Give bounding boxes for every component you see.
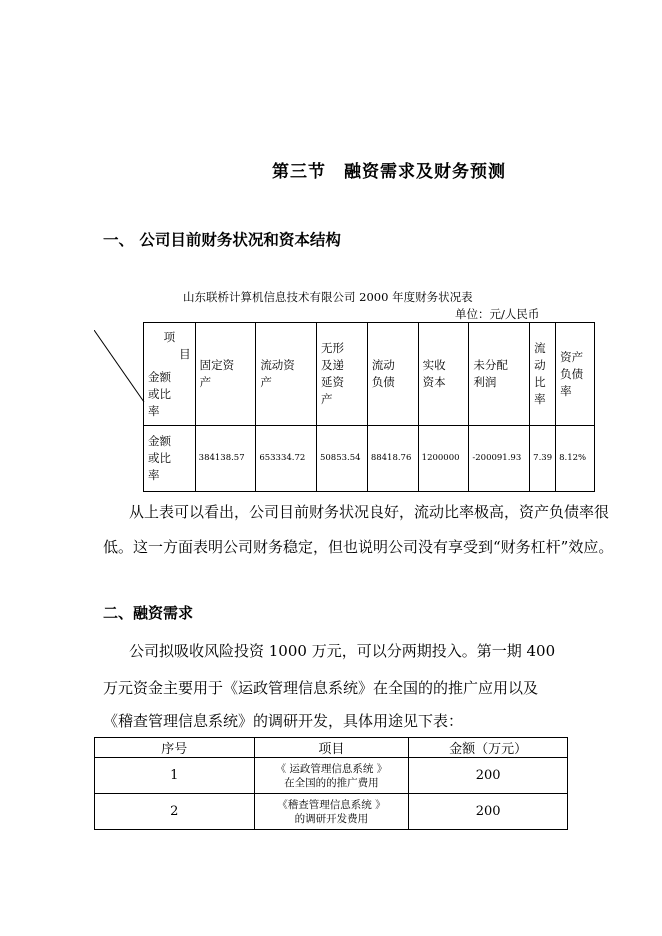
corner-bottom-1: 金额 xyxy=(148,369,171,384)
corner-top-2: 目 xyxy=(179,346,191,361)
financing-paragraph-line1: 公司拟吸收风险投资 1000 万元，可以分两期投入。第一期 400 xyxy=(129,642,556,660)
value-undistributed-profit: -200091.93 xyxy=(469,426,530,492)
value-current-liabilities: 88418.76 xyxy=(367,426,418,492)
corner-header-cell xyxy=(144,323,196,426)
table-header-row xyxy=(95,738,568,758)
header-item: 项目 xyxy=(254,738,409,758)
header-no: 序号 xyxy=(95,738,255,758)
row-no: 2 xyxy=(95,794,255,830)
financing-paragraph-line2: 万元资金主要用于《运政管理信息系统》在全国的的推广应用以及 xyxy=(103,679,539,697)
value-current-assets: 653334.72 xyxy=(256,426,317,492)
row-no: 1 xyxy=(95,758,255,794)
table-row xyxy=(144,426,595,492)
col-header-debt-ratio: 资产 负债 率 xyxy=(556,323,595,426)
col-header-fixed-assets: 固定资 产 xyxy=(195,323,256,426)
col-header-paid-in-capital: 实收 资本 xyxy=(418,323,469,426)
col-header-current-ratio: 流 动 比 率 xyxy=(530,323,556,426)
financing-paragraph-line3: 《稽查管理信息系统》的调研开发，具体用途见下表： xyxy=(103,712,464,730)
value-intangible-assets: 50853.54 xyxy=(316,426,367,492)
diagonal-line xyxy=(94,330,146,404)
header-amount: 金额（万元） xyxy=(409,738,568,758)
col-header-undistributed-profit: 未分配 利润 xyxy=(469,323,530,426)
table-caption: 山东联桥计算机信息技术有限公司 2000 年度财务状况表 xyxy=(183,290,473,304)
row-amount: 200 xyxy=(409,794,568,830)
col-header-current-assets: 流动资 产 xyxy=(256,323,317,426)
analysis-paragraph-line1: 从上表可以看出，公司目前财务状况良好，流动比率极高，资产负债率很 xyxy=(129,503,610,521)
corner-bottom-3: 率 xyxy=(148,403,160,418)
table-row xyxy=(95,794,568,830)
table-row xyxy=(95,758,568,794)
row-amount: 200 xyxy=(409,758,568,794)
table-header-row xyxy=(144,323,595,426)
value-debt-ratio: 8.12% xyxy=(556,426,595,492)
row-item: 《 运政管理信息系统 》 在全国的的推广费用 xyxy=(254,758,409,794)
fund-usage-table xyxy=(94,737,568,830)
col-header-current-liabilities: 流动 负债 xyxy=(367,323,418,426)
corner-top-1: 项 xyxy=(163,329,176,344)
table-unit: 单位：元/人民币 xyxy=(455,307,540,321)
part2-heading: 二、融资需求 xyxy=(103,604,194,622)
row-label-cell: 金额 或比 率 xyxy=(144,426,196,492)
part1-heading: 一、 公司目前财务状况和资本结构 xyxy=(103,230,341,249)
corner-bottom-2: 或比 xyxy=(148,386,171,401)
analysis-paragraph-line2: 低。这一方面表明公司财务稳定，但也说明公司没有享受到“财务杠杆”效应。 xyxy=(103,538,614,556)
value-paid-in-capital: 1200000 xyxy=(418,426,469,492)
row-item: 《稽查管理信息系统 》 的调研开发费用 xyxy=(254,794,409,830)
financial-status-table xyxy=(143,322,595,492)
value-current-ratio: 7.39 xyxy=(530,426,556,492)
col-header-intangible-assets: 无形 及递 延资 产 xyxy=(316,323,367,426)
value-fixed-assets: 384138.57 xyxy=(195,426,256,492)
section-title: 第三节 融资需求及财务预测 xyxy=(272,162,506,182)
